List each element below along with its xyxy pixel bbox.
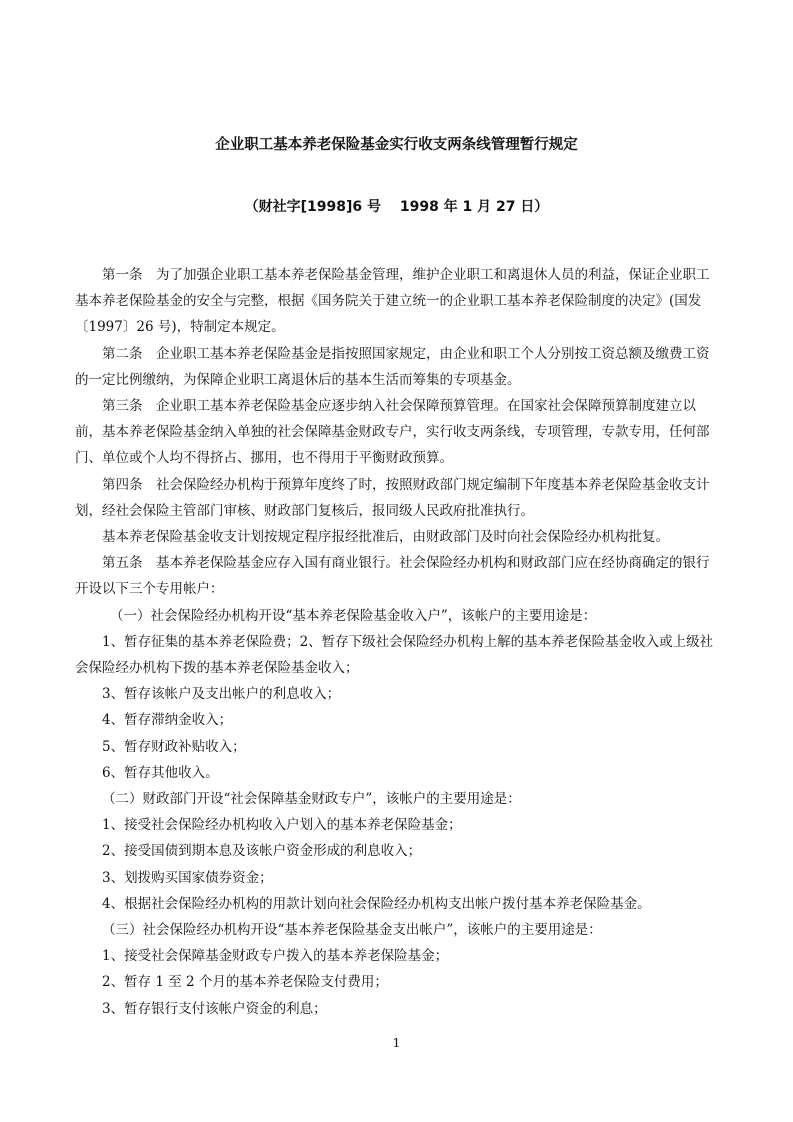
document-subtitle: （财社字[1998]6 号 1998 年 1 月 27 日）	[244, 199, 549, 215]
account-1-heading: （一）社会保险经办机构开设“基本养老保险基金收入户”，该帐户的主要用途是：	[110, 607, 597, 624]
account-2-item-2: 2、接受国债到期本息及该帐户资金形成的利息收入；	[102, 843, 422, 860]
article-4-note: 基本养老保险基金收支计划按规定程序报经批准后，由财政部门及时向社会保险经办机构批复。	[102, 529, 669, 546]
account-2-item-1: 1、接受社会保险经办机构收入户划入的基本养老保险基金；	[102, 817, 462, 834]
account-3-heading: （三）社会保险经办机构开设“基本养老保险基金支出帐户”，该帐户的主要用途是：	[102, 922, 602, 939]
account-1-item-4: 4、暂存滞纳金收入；	[102, 712, 233, 729]
article-5: 第五条 基本养老保险基金应存入国有商业银行。社会保险经办机构和财政部门应在经协商确定的银行开设以下三个专用帐户：	[75, 555, 710, 598]
account-3-item-2: 2、暂存 1 至 2 个月的基本养老保险支付费用；	[102, 974, 388, 991]
article-4: 第四条 社会保险经办机构于预算年度终了时，按照财政部门规定编制下年度基本养老保险基金收支计划，经社会保险主管部门审核、财政部门复核后，报同级人民政府批准执行。	[75, 476, 710, 519]
account-2-heading: （二）财政部门开设“社会保障基金财政专户”，该帐户的主要用途是：	[102, 791, 521, 808]
document-title: 企业职工基本养老保险基金实行收支两条线管理暂行规定	[215, 137, 578, 153]
page-number: 1	[392, 1035, 401, 1050]
document-body	[75, 262, 718, 1022]
article-2: 第二条 企业职工基本养老保险基金是指按照国家规定，由企业和职工个人分别按工资总额及缴费工资的一定比例缴纳，为保障企业职工离退休后的基本生活而筹集的专项基金。	[75, 345, 710, 388]
account-1-item-1-2: 1、暂存征集的基本养老保险费；2、暂存下级社会保险经办机构上解的基本养老保险基金收入或上级社会保险经办机构下拨的基本养老保险基金收入；	[75, 633, 714, 677]
article-3: 第三条 企业职工基本养老保险基金应逐步纳入社会保障预算管理。在国家社会保障预算制度建立以前，基本养老保险基金纳入单独的社会保障基金财政专户，实行收支两条线，专项管理，专款专用，任何部门、单位或个人均不得挤占、挪用，也不得用于平衡财政预算。	[75, 398, 710, 467]
account-1-item-3: 3、暂存该帐户及支出帐户的利息收入；	[102, 686, 341, 703]
article-1: 第一条 为了加强企业职工基本养老保险基金管理，维护企业职工和离退休人员的利益，保证企业职工基本养老保险基金的安全与完整，根据《国务院关于建立统一的企业职工基本养老保险制度的决定》(国发〔1997〕26 号)，特制定本规定。	[75, 267, 710, 336]
account-3-item-3: 3、暂存银行支付该帐户资金的利息；	[102, 1000, 327, 1017]
account-1-item-6: 6、暂存其他收入。	[102, 764, 219, 781]
account-1-item-5: 5、暂存财政补贴收入；	[102, 738, 246, 755]
account-3-item-1: 1、接受社会保障基金财政专户拨入的基本养老保险基金；	[102, 948, 449, 965]
account-2-item-3: 3、划拨购买国家债券资金；	[102, 869, 273, 886]
account-2-item-4: 4、根据社会保险经办机构的用款计划向社会保险经办机构支出帐户拨付基本养老保险基金。	[102, 895, 651, 912]
